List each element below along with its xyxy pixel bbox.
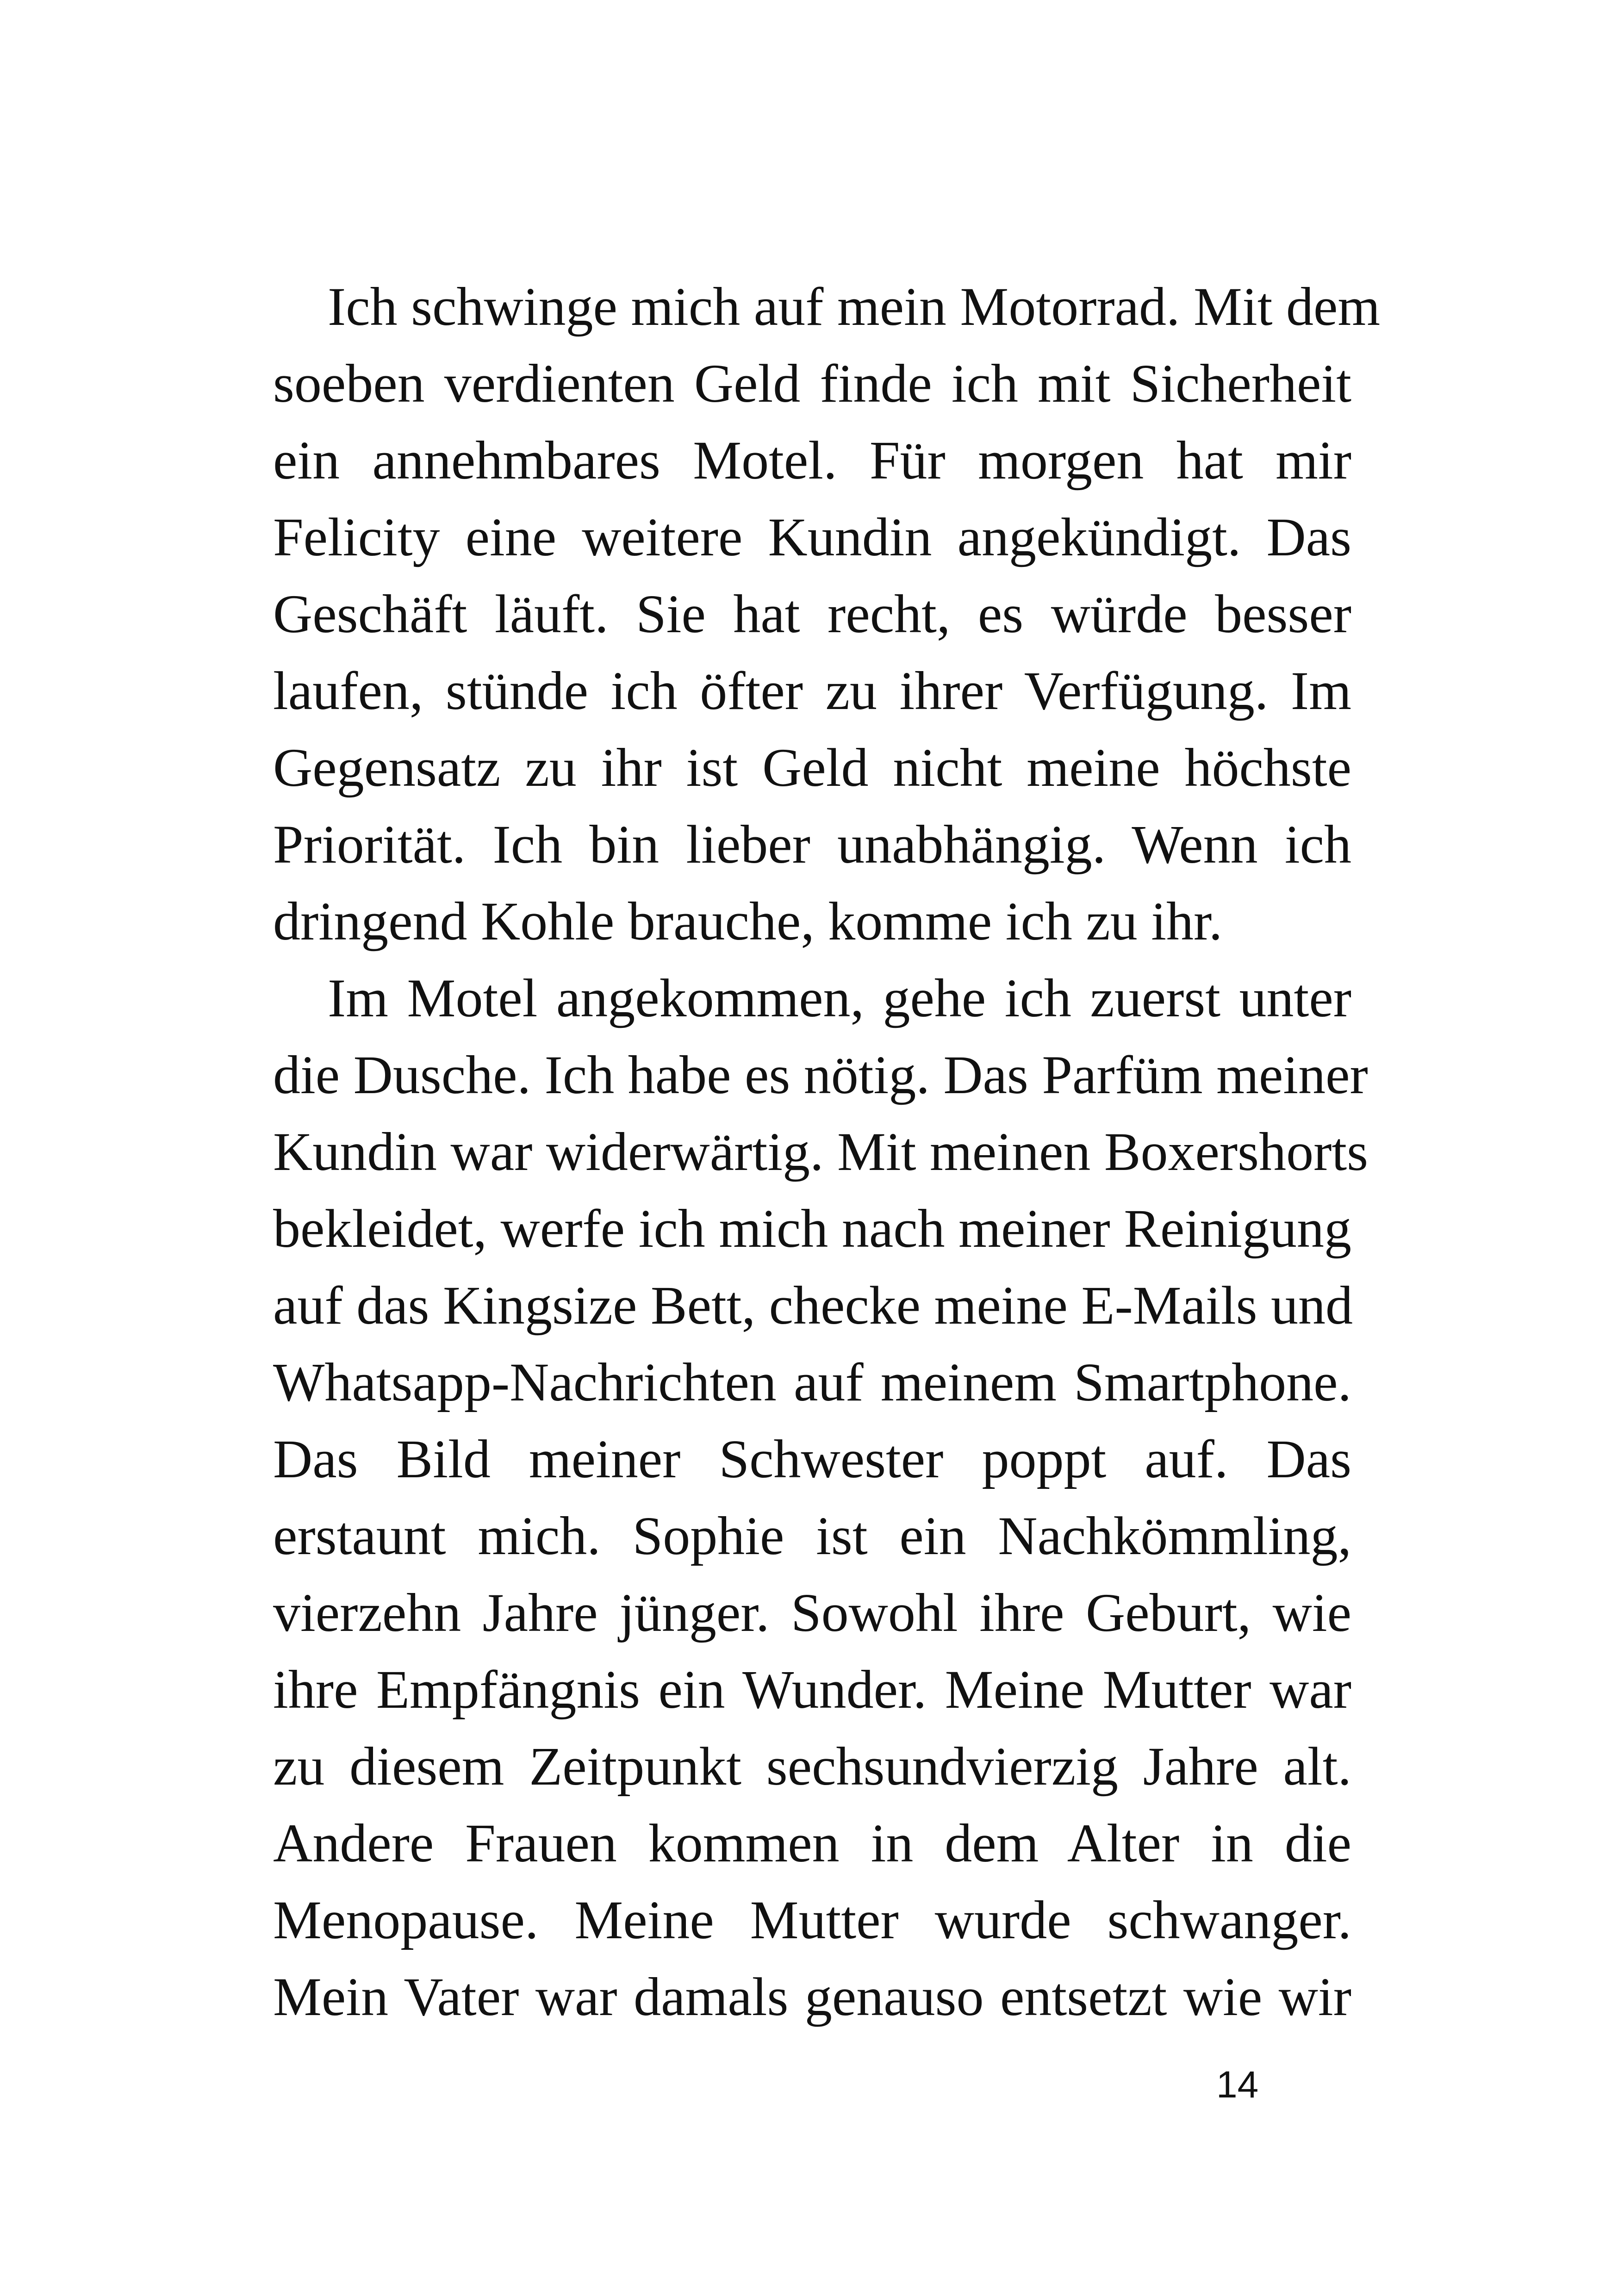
text-line: bekleidet, werfe ich mich nach meiner Reinigung <box>273 1198 1351 1259</box>
paragraph-2 <box>273 960 1369 2035</box>
text-line: Ich schwinge mich auf mein Motorrad. Mit dem <box>328 276 1381 337</box>
text-line: zu diesem Zeitpunkt sechsundvierzig Jahre alt. <box>273 1736 1351 1797</box>
paragraph-1 <box>273 268 1381 960</box>
text-line: Geschäft läuft. Sie hat recht, es würde besser <box>273 584 1351 644</box>
text-line: ihre Empfängnis ein Wunder. Meine Mutter war <box>273 1659 1351 1720</box>
text-line: Priorität. Ich bin lieber unabhängig. Wenn ich <box>273 814 1351 875</box>
text-line: dringend Kohle brauche, komme ich zu ihr. <box>273 891 1223 952</box>
text-line: Das Bild meiner Schwester poppt auf. Das <box>273 1429 1351 1489</box>
text-line: soeben verdienten Geld finde ich mit Sicherheit <box>273 353 1351 414</box>
body-text <box>273 268 1381 2035</box>
text-line: ein annehmbares Motel. Für morgen hat mir <box>273 430 1351 491</box>
text-line: Im Motel angekommen, gehe ich zuerst unter <box>328 968 1351 1028</box>
page-number: 14 <box>1216 2064 1259 2106</box>
text-line: laufen, stünde ich öfter zu ihrer Verfügung. Im <box>273 660 1351 721</box>
text-line: Menopause. Meine Mutter wurde schwanger. <box>273 1890 1351 1950</box>
text-line: Mein Vater war damals genauso entsetzt wie wir <box>273 1966 1351 2027</box>
text-line: auf das Kingsize Bett, checke meine E-Mails und <box>273 1275 1353 1336</box>
text-line: Gegensatz zu ihr ist Geld nicht meine höchste <box>273 737 1351 798</box>
text-line: Felicity eine weitere Kundin angekündigt. Das <box>273 507 1351 567</box>
text-line: die Dusche. Ich habe es nötig. Das Parfüm meiner <box>273 1045 1368 1105</box>
text-line: Whatsapp-Nachrichten auf meinem Smartphone. <box>273 1352 1351 1412</box>
text-line: Andere Frauen kommen in dem Alter in die <box>273 1813 1351 1873</box>
text-line: vierzehn Jahre jünger. Sowohl ihre Geburt, wie <box>273 1582 1351 1643</box>
text-line: erstaunt mich. Sophie ist ein Nachkömmling, <box>273 1506 1351 1566</box>
text-line: Kundin war widerwärtig. Mit meinen Boxershorts <box>273 1121 1369 1182</box>
